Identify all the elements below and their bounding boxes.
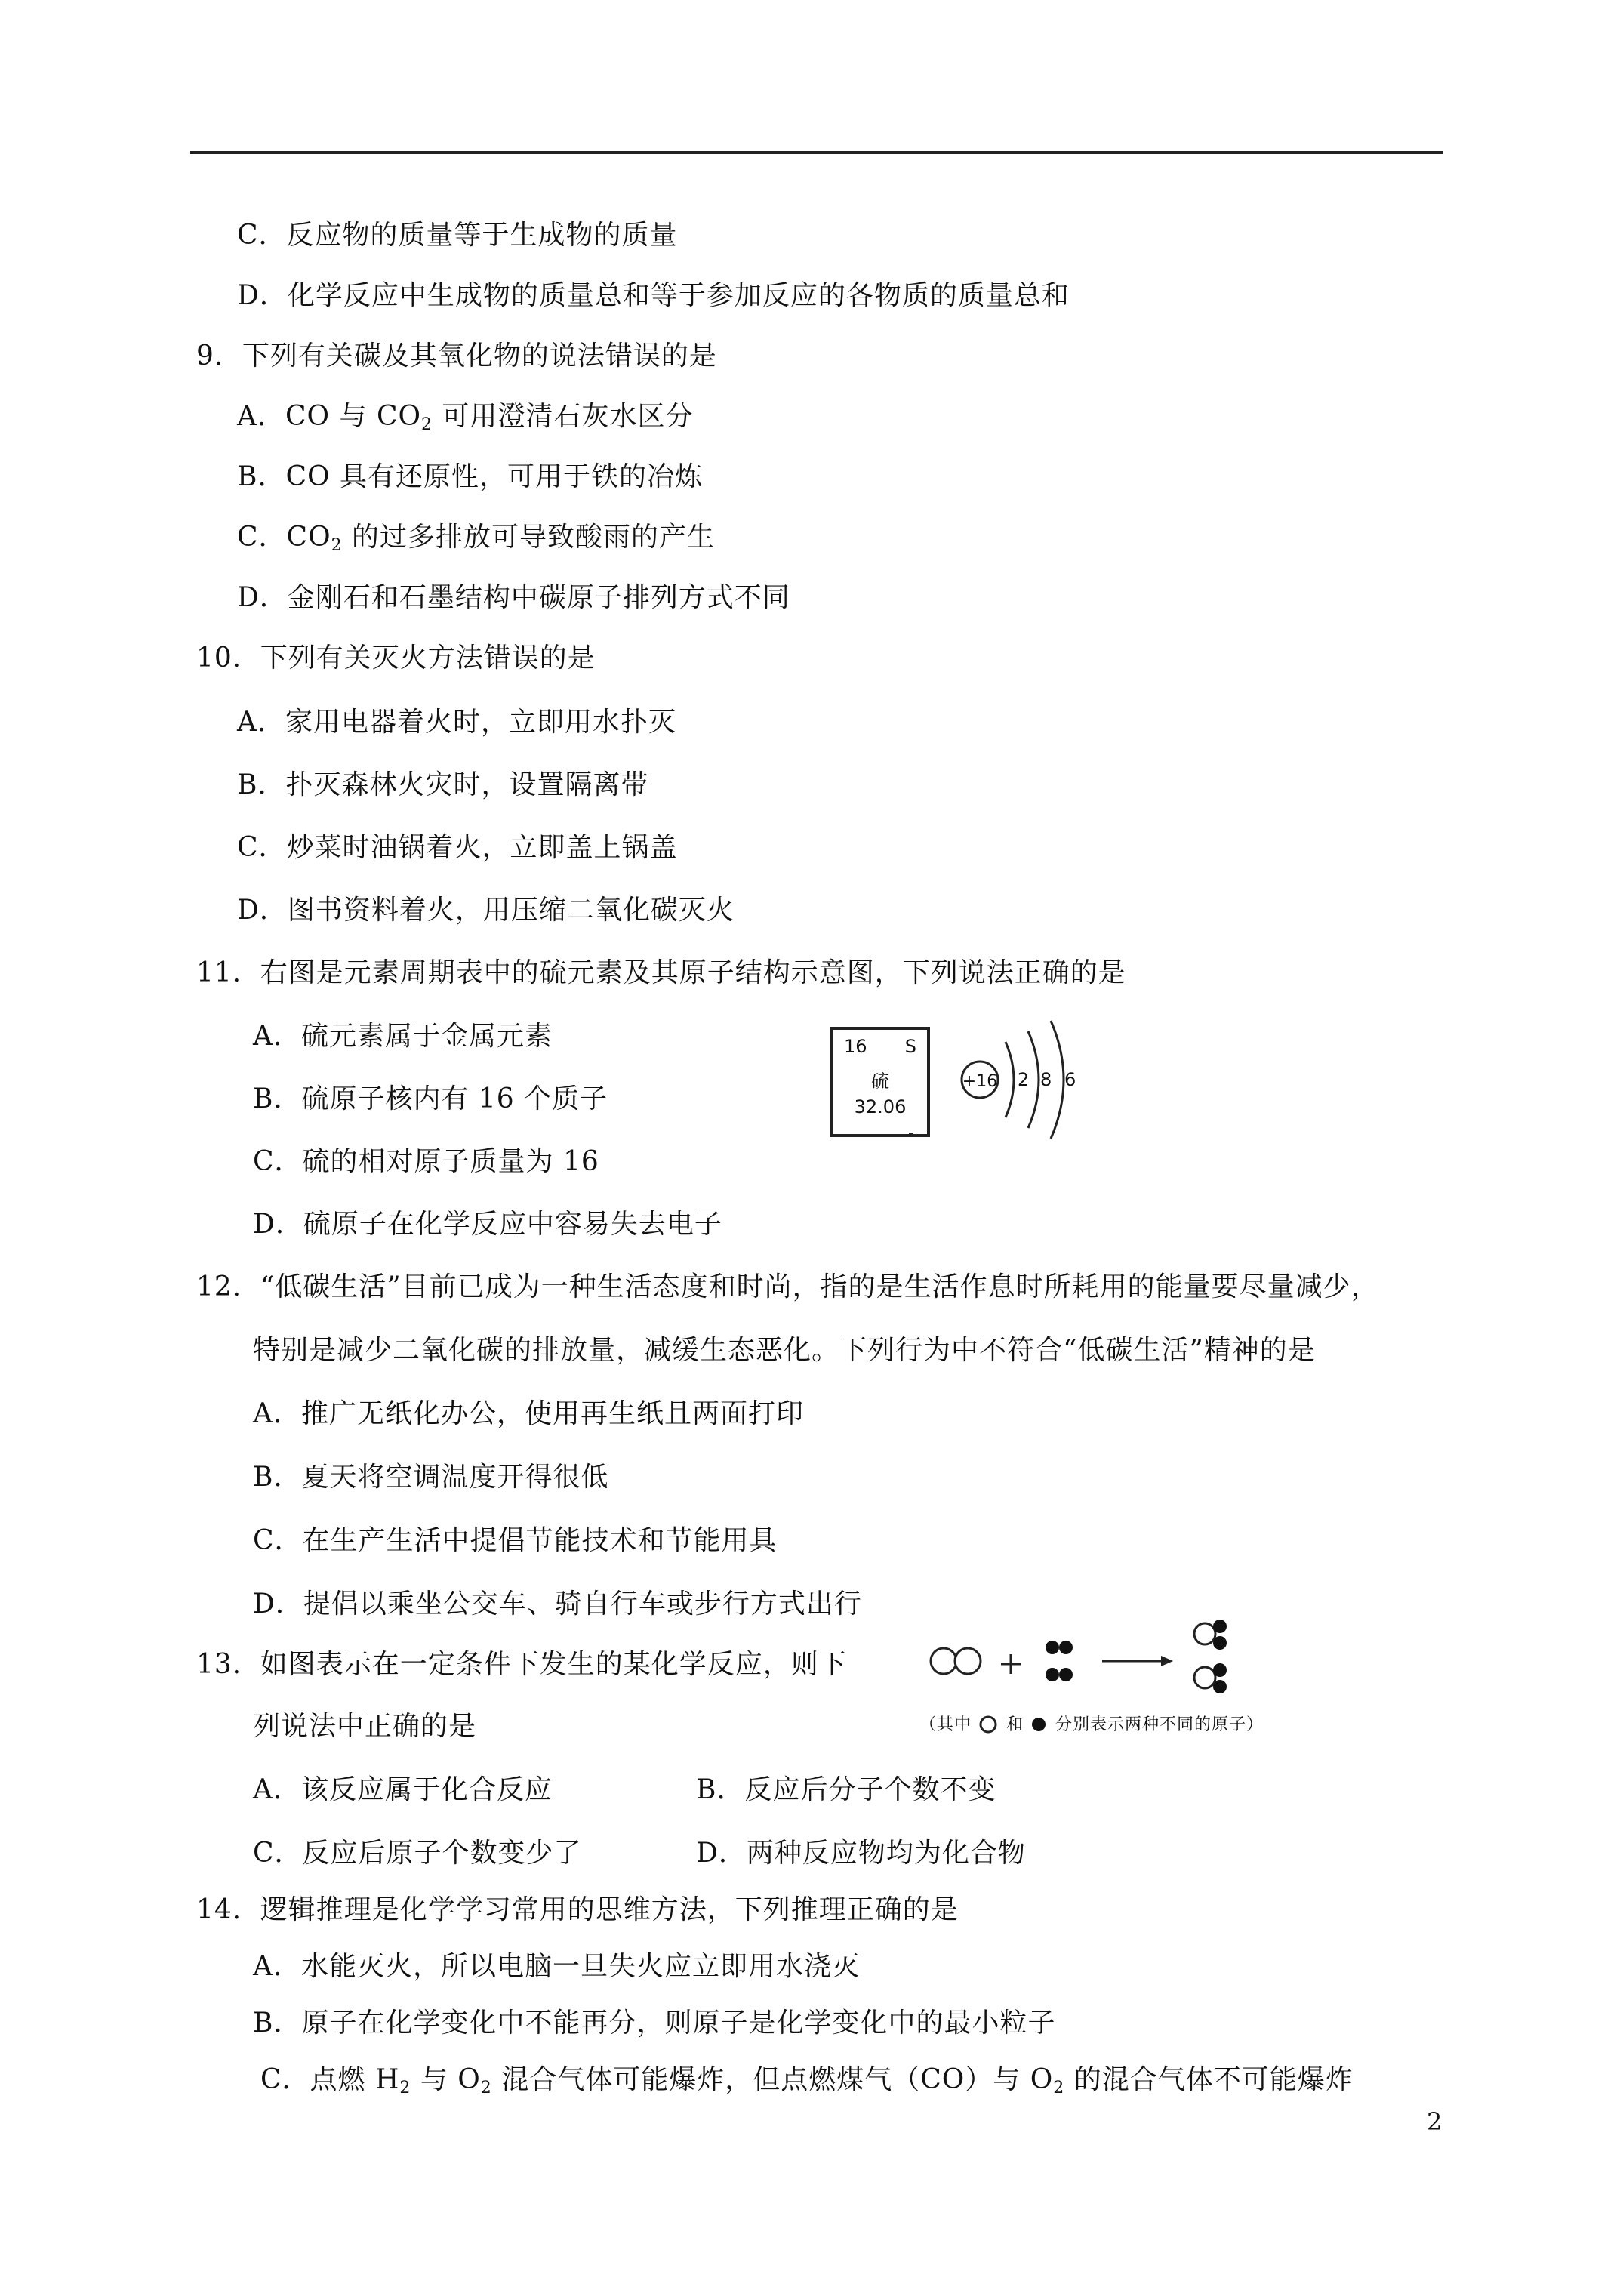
q13-option-d: D．两种反应物均为化合物 <box>696 1838 1026 1869</box>
q9-stem: 9．下列有关碳及其氧化物的说法错误的是 <box>196 341 717 371</box>
nucleus-charge: +16 <box>962 1072 998 1091</box>
q11-option-d: D．硫原子在化学反应中容易失去电子 <box>253 1209 722 1240</box>
q12-option-b: B．夏天将空调温度开得很低 <box>253 1462 609 1493</box>
q12-option-d: D．提倡以乘坐公交车、骑自行车或步行方式出行 <box>253 1589 862 1620</box>
q12-option-a: A．推广无纸化办公，使用再生纸且两面打印 <box>253 1398 804 1429</box>
shell-2-electrons: 8 <box>1040 1069 1052 1090</box>
q12-option-c: C．在生产生活中提倡节能技术和节能用具 <box>253 1525 778 1556</box>
q10-option-c: C．炒菜时油锅着火，立即盖上锅盖 <box>237 832 678 863</box>
q14-stem: 14．逻辑推理是化学学习常用的思维方法，下列推理正确的是 <box>196 1894 959 1925</box>
q13-option-b: B．反应后分子个数不变 <box>696 1774 996 1805</box>
atomic-mass: 32.06 <box>854 1096 907 1117</box>
header-rule <box>190 151 1443 154</box>
q8-option-d: D．化学反应中生成物的质量总和等于参加反应的各物质的质量总和 <box>237 280 1070 311</box>
q9-option-d: D．金刚石和石墨结构中碳原子排列方式不同 <box>237 582 790 613</box>
reaction-legend: （其中 和 分别表示两种不同的原子） <box>919 1715 1264 1734</box>
q8-option-c: C．反应物的质量等于生成物的质量 <box>237 220 678 251</box>
element-name: 硫 <box>871 1071 889 1092</box>
q12-stem-line2: 特别是减少二氧化碳的排放量，减缓生态恶化。下列行为中不符合“低碳生活”精神的是 <box>253 1335 1316 1366</box>
q10-option-b: B．扑灭森林火灾时，设置隔离带 <box>237 769 649 800</box>
q11-option-a: A．硫元素属于金属元素 <box>253 1021 553 1052</box>
q13-stem-line2: 列说法中正确的是 <box>253 1711 477 1742</box>
reaction-molecule-diagram <box>921 1608 1253 1706</box>
q13-option-c: C．反应后原子个数变少了 <box>253 1838 582 1869</box>
q14-option-b: B．原子在化学变化中不能再分，则原子是化学变化中的最小粒子 <box>253 2008 1056 2039</box>
q10-stem: 10．下列有关灭火方法错误的是 <box>196 643 596 673</box>
q9-option-a: A．CO 与 $CO_2$ 可用澄清石灰水区分 <box>237 401 694 434</box>
white-atom-icon <box>978 1715 1000 1734</box>
q13-option-a: A．该反应属于化合反应 <box>253 1774 553 1805</box>
black-atom-icon <box>1030 1715 1049 1734</box>
q14-option-a: A．水能灭火，所以电脑一旦失火应立即用水浇灭 <box>253 1951 860 1982</box>
q10-option-d: D．图书资料着火，用压缩二氧化碳灭火 <box>237 895 735 926</box>
q9-option-b: B．CO 具有还原性，可用于铁的冶炼 <box>237 461 703 492</box>
shell-1-electrons: 2 <box>1018 1069 1030 1090</box>
q11-option-c: C．硫的相对原子质量为 16 <box>253 1146 599 1177</box>
q10-option-a: A．家用电器着火时，立即用水扑灭 <box>237 707 676 738</box>
cell-mark <box>904 1123 919 1139</box>
q13-stem-line1: 13．如图表示在一定条件下发生的某化学反应，则下 <box>196 1649 847 1680</box>
shell-3-electrons: 6 <box>1064 1069 1076 1090</box>
q11-stem: 11．右图是元素周期表中的硫元素及其原子结构示意图，下列说法正确的是 <box>196 957 1126 988</box>
element-symbol: S <box>904 1036 916 1057</box>
q11-option-b: B．硫原子核内有 16 个质子 <box>253 1083 608 1114</box>
atomic-number: 16 <box>844 1036 867 1057</box>
sulfur-atom-structure-diagram <box>953 1010 1104 1146</box>
q14-option-c: C．点燃 $H_2$ 与 $O_2$ 混合气体可能爆炸，但点燃煤气（CO）与 $O_2$ 的混合气体不可能爆炸 <box>260 2064 1354 2097</box>
page-number: 2 <box>1427 2107 1443 2136</box>
q12-stem-line1: 12．“低碳生活”目前已成为一种生活态度和时尚，指的是生活作息时所耗用的能量要尽量减少， <box>196 1271 1379 1302</box>
sulfur-periodic-cell <box>830 1027 930 1137</box>
q9-option-c: C．$CO_2$ 的过多排放可导致酸雨的产生 <box>237 522 716 555</box>
